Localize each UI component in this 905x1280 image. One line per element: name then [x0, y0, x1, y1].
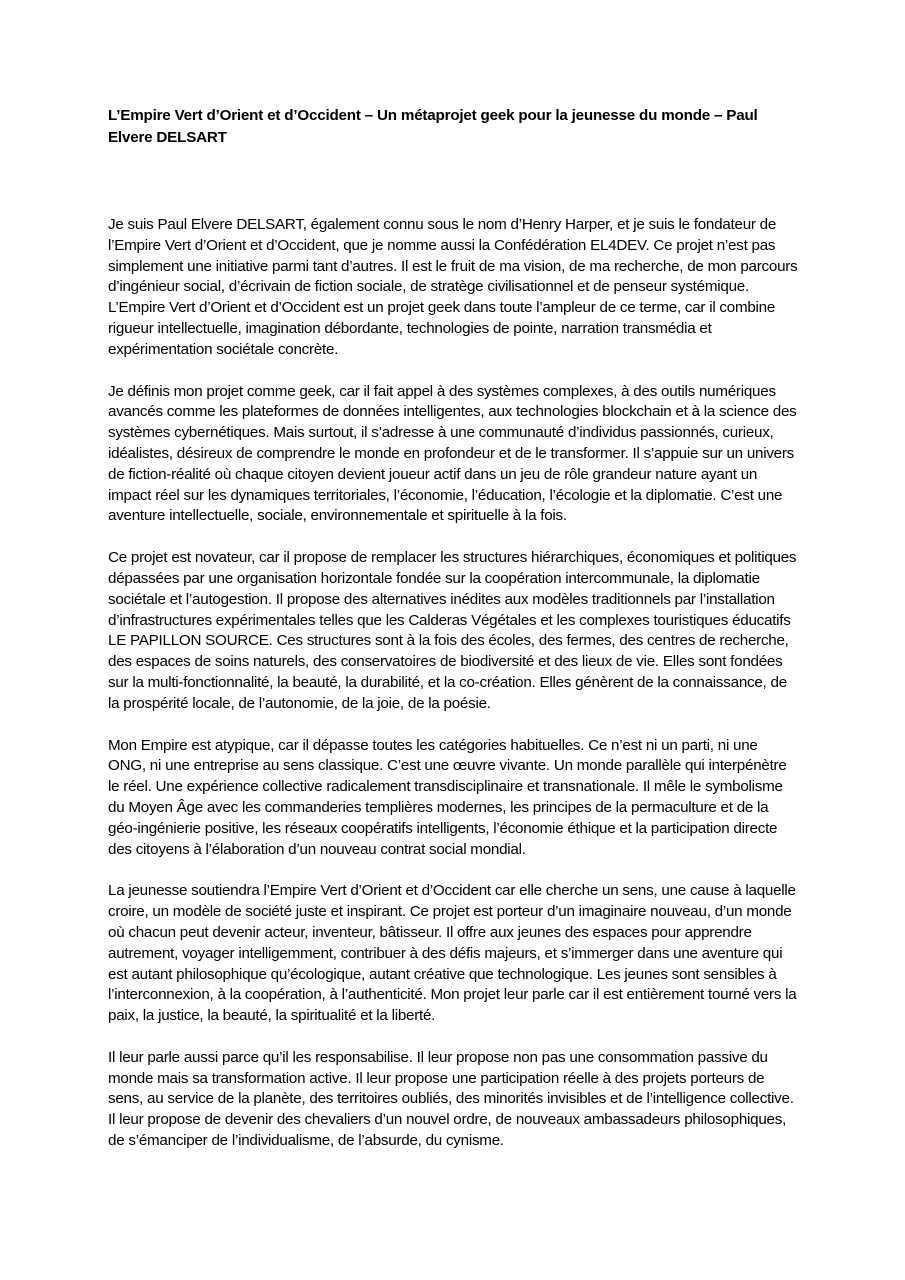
paragraph-atypique: Mon Empire est atypique, car il dépasse toutes les catégories habituelles. Ce n’est ni un parti, ni une ONG, ni une entreprise au sens classique. C’est une œuvre vivante. Un monde parallèle qui interpénètre le réel. Une expérience collective radicalement transdisciplinaire et transnationale. Il mêle le symbolisme du Moyen Âge avec les commanderies templières modernes, les principes de la permaculture et de la géo-ingénierie positive, les réseaux coopératifs intelligents, l’économie éthique et la participation directe des citoyens à l’élaboration d’un nouveau contrat social mondial.: [108, 736, 787, 858]
paragraph-introduction: Je suis Paul Elvere DELSART, également connu sous le nom d’Henry Harper, et je suis le fondateur de l’Empire Vert d’Orient et d’Occident, que je nomme aussi la Confédération EL4DEV. Ce projet n’est pas simplement une initiative parmi tant d’autres. Il est le fruit de ma vision, de ma recherche, de mon parcours d’ingénieur social, d’écrivain de fiction sociale, de stratège civilisationnel et de penseur systémique. L’Empire Vert d’Orient et d’Occident est un projet geek dans toute l’ampleur de ce terme, car il combine rigueur intellectuelle, imagination débordante, technologies de pointe, narration transmédia et expérimentation sociétale concrète.: [108, 216, 798, 358]
paragraph-geek: Je définis mon projet comme geek, car il fait appel à des systèmes complexes, à des outils numériques avancés comme les plateformes de données intelligentes, aux technologies blockchain et à la science des systèmes cybernétiques. Mais surtout, il s’adresse à une communauté d’individus passionnés, curieux, idéalistes, désireux de comprendre le monde en profondeur et de le transformer. Il s’appuie sur un univers de fiction-réalité où chaque citoyen devient joueur actif dans un jeu de rôle grandeur nature ayant un impact réel sur les dynamiques territoriales, l’économie, l’éducation, l’écologie et la diplomatie. C’est une aventure intellectuelle, sociale, environnementale et spirituelle à la fois.: [108, 382, 797, 525]
paragraph-novateur: Ce projet est novateur, car il propose de remplacer les structures hiérarchiques, économiques et politiques dépassées par une organisation horizontale fondée sur la coopération intercommunale, la diplomatie sociétale et l’autogestion. Il propose des alternatives inédites aux modèles traditionnels par l’installation d’infrastructures expérimentales telles que les Calderas Végétales et les complexes touristiques éducatifs LE PAPILLON SOURCE. Ces structures sont à la fois des écoles, des fermes, des centres de recherche, des espaces de soins naturels, des conservatoires de biodiversité et des lieux de vie. Elles sont fondées sur la multi-fonctionnalité, la beauté, la durabilité, et la co-création. Elles génèrent de la connaissance, de la prospérité locale, de l’autonomie, de la joie, de la poésie.: [108, 549, 797, 712]
document-page: [108, 105, 798, 1173]
paragraph-jeunesse: La jeunesse soutiendra l’Empire Vert d’Orient et d’Occident car elle cherche un sens, une cause à laquelle croire, un modèle de société juste et inspirant. Ce projet est porteur d’un imaginaire nouveau, d’un monde où chacun peut devenir acteur, inventeur, bâtisseur. Il offre aux jeunes des espaces pour apprendre autrement, voyager intelligemment, contribuer à des défis majeurs, et s’immerger dans une aventure qui est autant philosophique qu’écologique, autant créative que technologique. Les jeunes sont sensibles à l’interconnexion, à la coopération, à l’authenticité. Mon projet leur parle car il est entièrement tourné vers la paix, la justice, la beauté, la spiritualité et la liberté.: [108, 882, 797, 1025]
paragraph-responsabilise: Il leur parle aussi parce qu’il les responsabilise. Il leur propose non pas une consommation passive du monde mais sa transformation active. Il leur propose une participation réelle à des projets porteurs de sens, au service de la planète, des territoires oubliés, des minorités invisibles et de l’intelligence collective. Il leur propose de devenir des chevaliers d’un nouvel ordre, de nouveaux ambassadeurs philosophiques, de s’émanciper de l’individualisme, de l’absurde, du cynisme.: [108, 1048, 794, 1150]
document-title: L’Empire Vert d’Orient et d’Occident – Un métaprojet geek pour la jeunesse du monde – Paul Elvere DELSART: [108, 107, 758, 146]
